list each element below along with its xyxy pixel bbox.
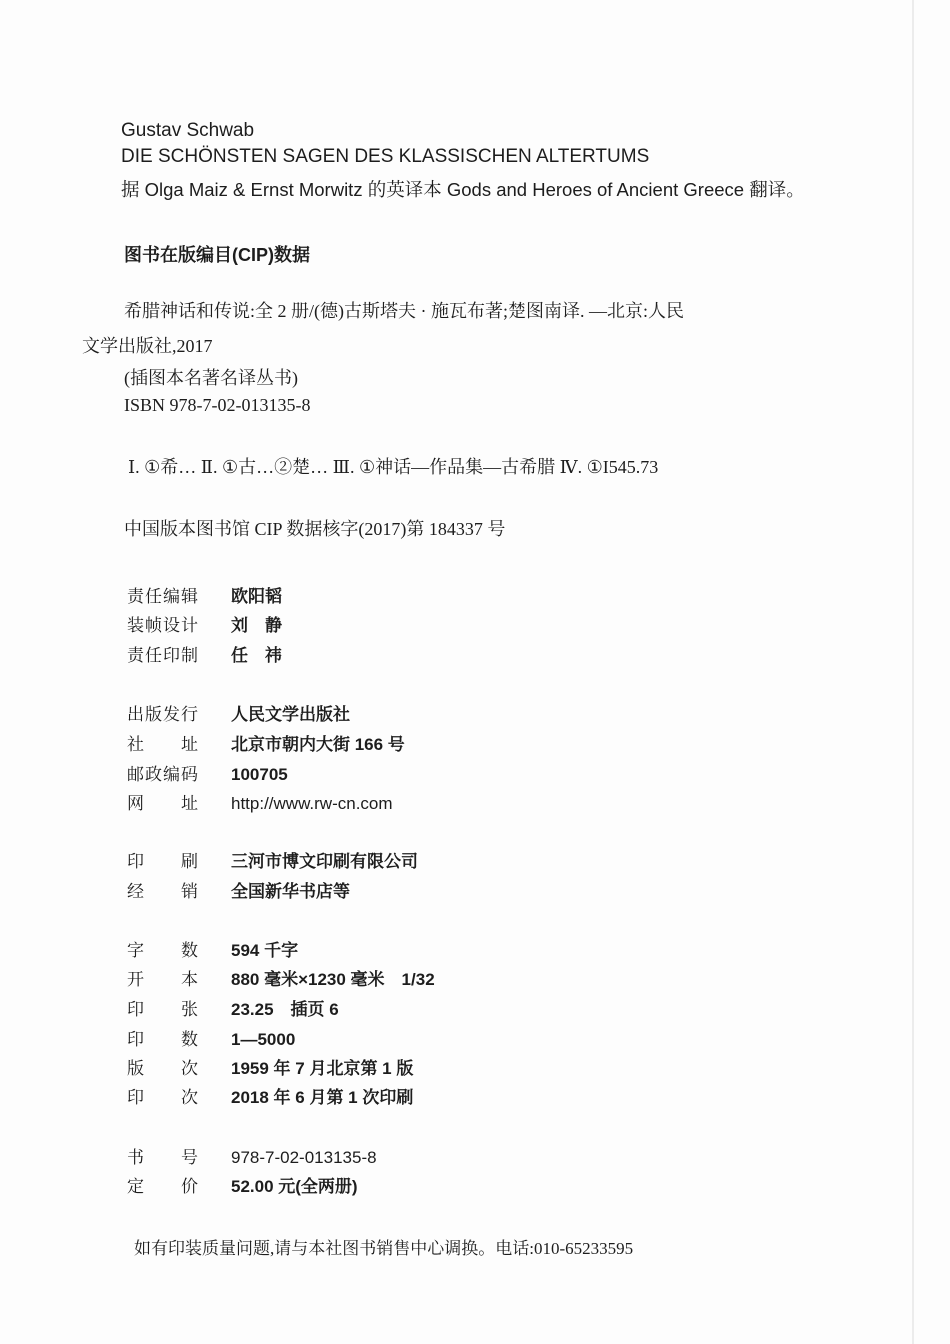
info-label: 印 次 xyxy=(127,1088,199,1107)
price-value: 52.00 元(全两册) xyxy=(231,1177,358,1196)
info-value: 23.25 插页 6 xyxy=(231,1000,339,1019)
info-label: 责任编辑 xyxy=(127,587,199,606)
info-value: 1—5000 xyxy=(231,1030,296,1049)
info-label: 邮政编码 xyxy=(127,765,199,784)
quality-notice: 如有印装质量问题,请与本社图书销售中心调换。电话:010-65233595 xyxy=(134,1239,634,1258)
info-label: 网 址 xyxy=(127,794,199,813)
website-url: http://www.rw-cn.com xyxy=(231,794,393,813)
info-label: 印 数 xyxy=(127,1030,199,1049)
info-label: 印 刷 xyxy=(127,852,199,871)
info-value: 北京市朝内大街 166 号 xyxy=(231,735,405,754)
info-row xyxy=(127,1025,295,1050)
cip-line-2: 文学出版社,2017 xyxy=(82,336,213,356)
info-label: 印 张 xyxy=(127,1000,199,1019)
info-row xyxy=(127,760,288,785)
info-row xyxy=(127,1143,377,1168)
info-row xyxy=(127,611,282,636)
cip-heading: 图书在版编目(CIP)数据 xyxy=(124,245,310,265)
info-row xyxy=(127,582,282,607)
info-value: 任 祎 xyxy=(231,646,282,665)
info-label: 定 价 xyxy=(127,1177,199,1196)
info-value: 594 千字 xyxy=(231,941,299,960)
info-value: 人民文学出版社 xyxy=(231,705,350,724)
info-value: 880 毫米×1230 毫米 1/32 xyxy=(231,970,435,989)
info-row xyxy=(127,1172,358,1197)
info-value: 全国新华书店等 xyxy=(231,882,350,901)
info-label: 出版发行 xyxy=(127,705,199,724)
cip-classification: Ⅰ. ①希… Ⅱ. ①古…②楚… Ⅲ. ①神话—作品集—古希腊 Ⅳ. ①I545.73 xyxy=(128,457,659,477)
info-row xyxy=(127,789,393,814)
info-label: 装帧设计 xyxy=(127,616,199,635)
info-value: 三河市博文印刷有限公司 xyxy=(231,852,418,871)
info-value: 1959 年 7 月北京第 1 版 xyxy=(231,1059,414,1078)
info-row xyxy=(127,965,435,990)
info-label: 开 本 xyxy=(127,970,199,989)
info-value: 2018 年 6 月第 1 次印刷 xyxy=(231,1088,414,1107)
cip-isbn: ISBN 978-7-02-013135-8 xyxy=(124,395,311,415)
info-label: 社 址 xyxy=(127,735,199,754)
author-name: Gustav Schwab xyxy=(121,120,255,141)
info-row xyxy=(127,1054,413,1079)
info-row xyxy=(127,995,339,1020)
info-label: 版 次 xyxy=(127,1059,199,1078)
cip-line-1: 希腊神话和传说:全 2 册/(德)古斯塔夫 · 施瓦布著;楚图南译. —北京:人民 xyxy=(124,301,684,321)
info-row xyxy=(127,730,405,755)
info-label: 经 销 xyxy=(127,882,199,901)
cip-series: (插图本名著名译丛书) xyxy=(124,368,298,388)
info-value: 100705 xyxy=(231,765,288,784)
info-row xyxy=(127,936,298,961)
info-value: 欧阳韬 xyxy=(231,587,282,606)
info-row xyxy=(127,641,282,666)
info-row xyxy=(127,877,350,902)
info-row xyxy=(127,847,418,872)
info-label: 书 号 xyxy=(127,1148,199,1167)
translation-note: 据 Olga Maiz & Ernst Morwitz 的英译本 Gods and Heroes of Ancient Greece 翻译。 xyxy=(121,179,805,200)
info-row xyxy=(127,700,350,725)
info-row xyxy=(127,1083,413,1108)
info-value: 刘 静 xyxy=(231,616,282,635)
info-label: 字 数 xyxy=(127,941,199,960)
original-title: DIE SCHÖNSTEN SAGEN DES KLASSISCHEN ALTERTUMS xyxy=(121,146,650,167)
page-edge xyxy=(912,0,914,1344)
info-label: 责任印制 xyxy=(127,646,199,665)
book-number: 978-7-02-013135-8 xyxy=(231,1148,377,1167)
cip-verification: 中国版本图书馆 CIP 数据核字(2017)第 184337 号 xyxy=(124,519,506,539)
